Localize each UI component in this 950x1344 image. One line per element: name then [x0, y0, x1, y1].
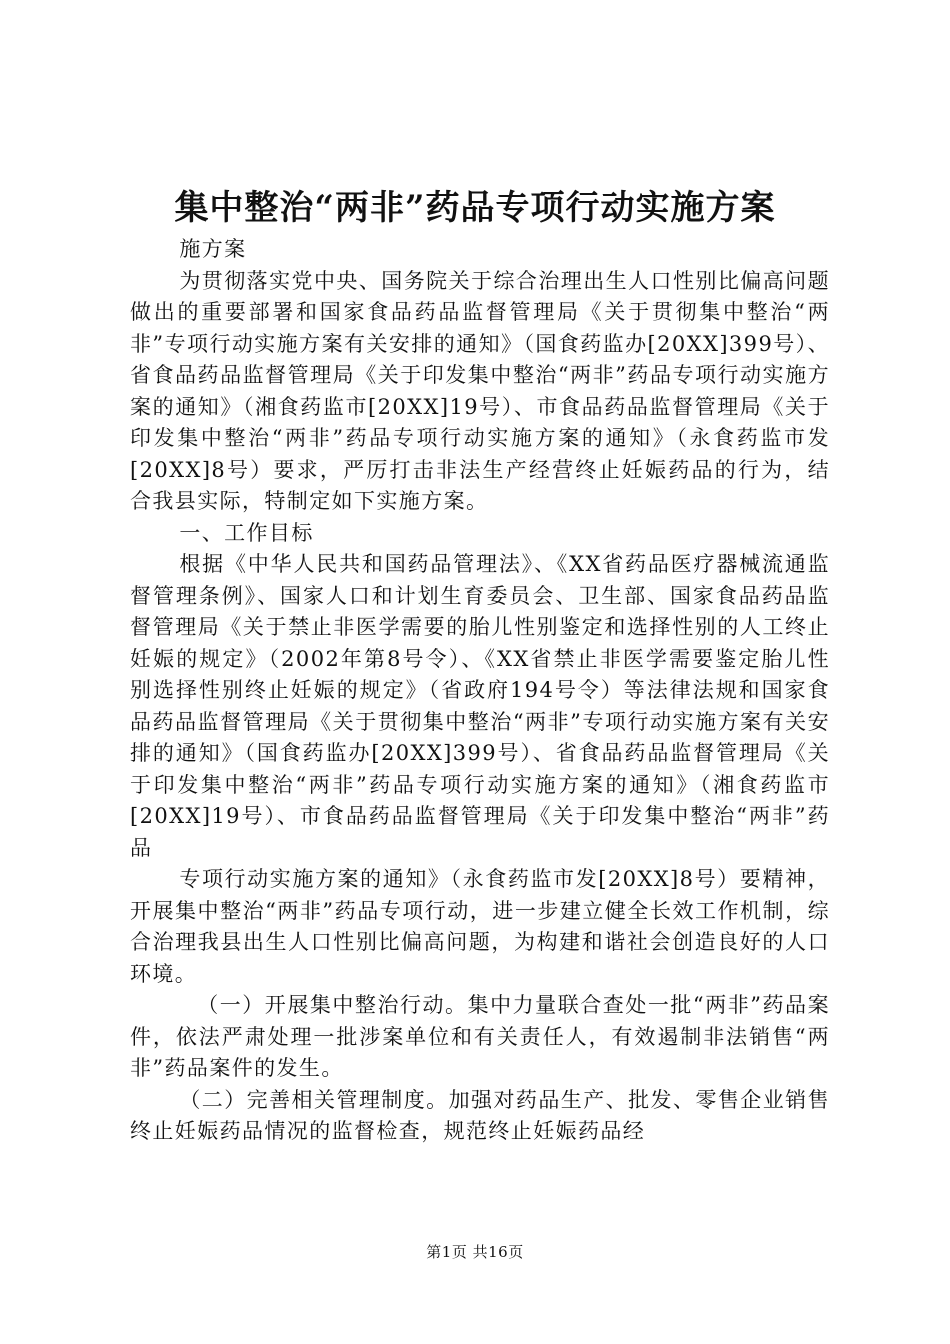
legal-basis-continuation: 专项行动实施方案的通知》（永食药监市发[20XX]8号）要精神，开展集中整治“两非”药品专项行动，进一步建立健全长效工作机制，综合治理我县出生人口性别比偏高问题，为构建和谐社会创造良好的人口环境。: [130, 867, 830, 986]
document-body: [130, 234, 830, 1148]
goal-item-1: （一）开展集中整治行动。集中力量联合查处一批“两非”药品案件，依法严肃处理一批涉案单位和有关责任人，有效遏制非法销售“两非”药品案件的发生。: [130, 993, 830, 1080]
intro-fragment: 施方案: [179, 237, 247, 261]
section-heading-work-goals: 一、工作目标: [179, 520, 314, 545]
page-footer: 第1页 共16页: [426, 1243, 524, 1261]
purpose-paragraph: 为贯彻落实党中央、国务院关于综合治理出生人口性别比偏高问题做出的重要部署和国家食品药品监督管理局《关于贯彻集中整治“两非”专项行动实施方案有关安排的通知》（国食药监办[20XX]399号）、省食品药品监督管理局《关于印发集中整治“两非”药品专项行动实施方案的通知》（湘食药监市[20XX]19号）、市食品药品监督管理局《关于印发集中整治“两非”药品专项行动实施方案的通知》（永食药监市发[20XX]8号）要求，严厉打击非法生产经营终止妊娠药品的行为，结合我县实际，特制定如下实施方案。: [130, 268, 830, 513]
goal-item-2: （二）完善相关管理制度。加强对药品生产、批发、零售企业销售终止妊娠药品情况的监督检查，规范终止妊娠药品经: [130, 1087, 830, 1143]
document-title: 集中整治“两非”药品专项行动实施方案: [174, 188, 776, 228]
legal-basis-paragraph: 根据《中华人民共和国药品管理法》、《XX省药品医疗器械流通监督管理条例》、国家人口和计划生育委员会、卫生部、国家食品药品监督管理局《关于禁止非医学需要的胎儿性别鉴定和选择性别的人工终止妊娠的规定》（2002年第8号令）、《XX省禁止非医学需要鉴定胎儿性别选择性别终止妊娠的规定》（省政府194号令）等法律法规和国家食品药品监督管理局《关于贯彻集中整治“两非”专项行动实施方案有关安排的通知》（国食药监办[20XX]399号）、省食品药品监督管理局《关于印发集中整治“两非”药品专项行动实施方案的通知》（湘食药监市[20XX]19号）、市食品药品监督管理局《关于印发集中整治“两非”药品: [130, 552, 830, 860]
